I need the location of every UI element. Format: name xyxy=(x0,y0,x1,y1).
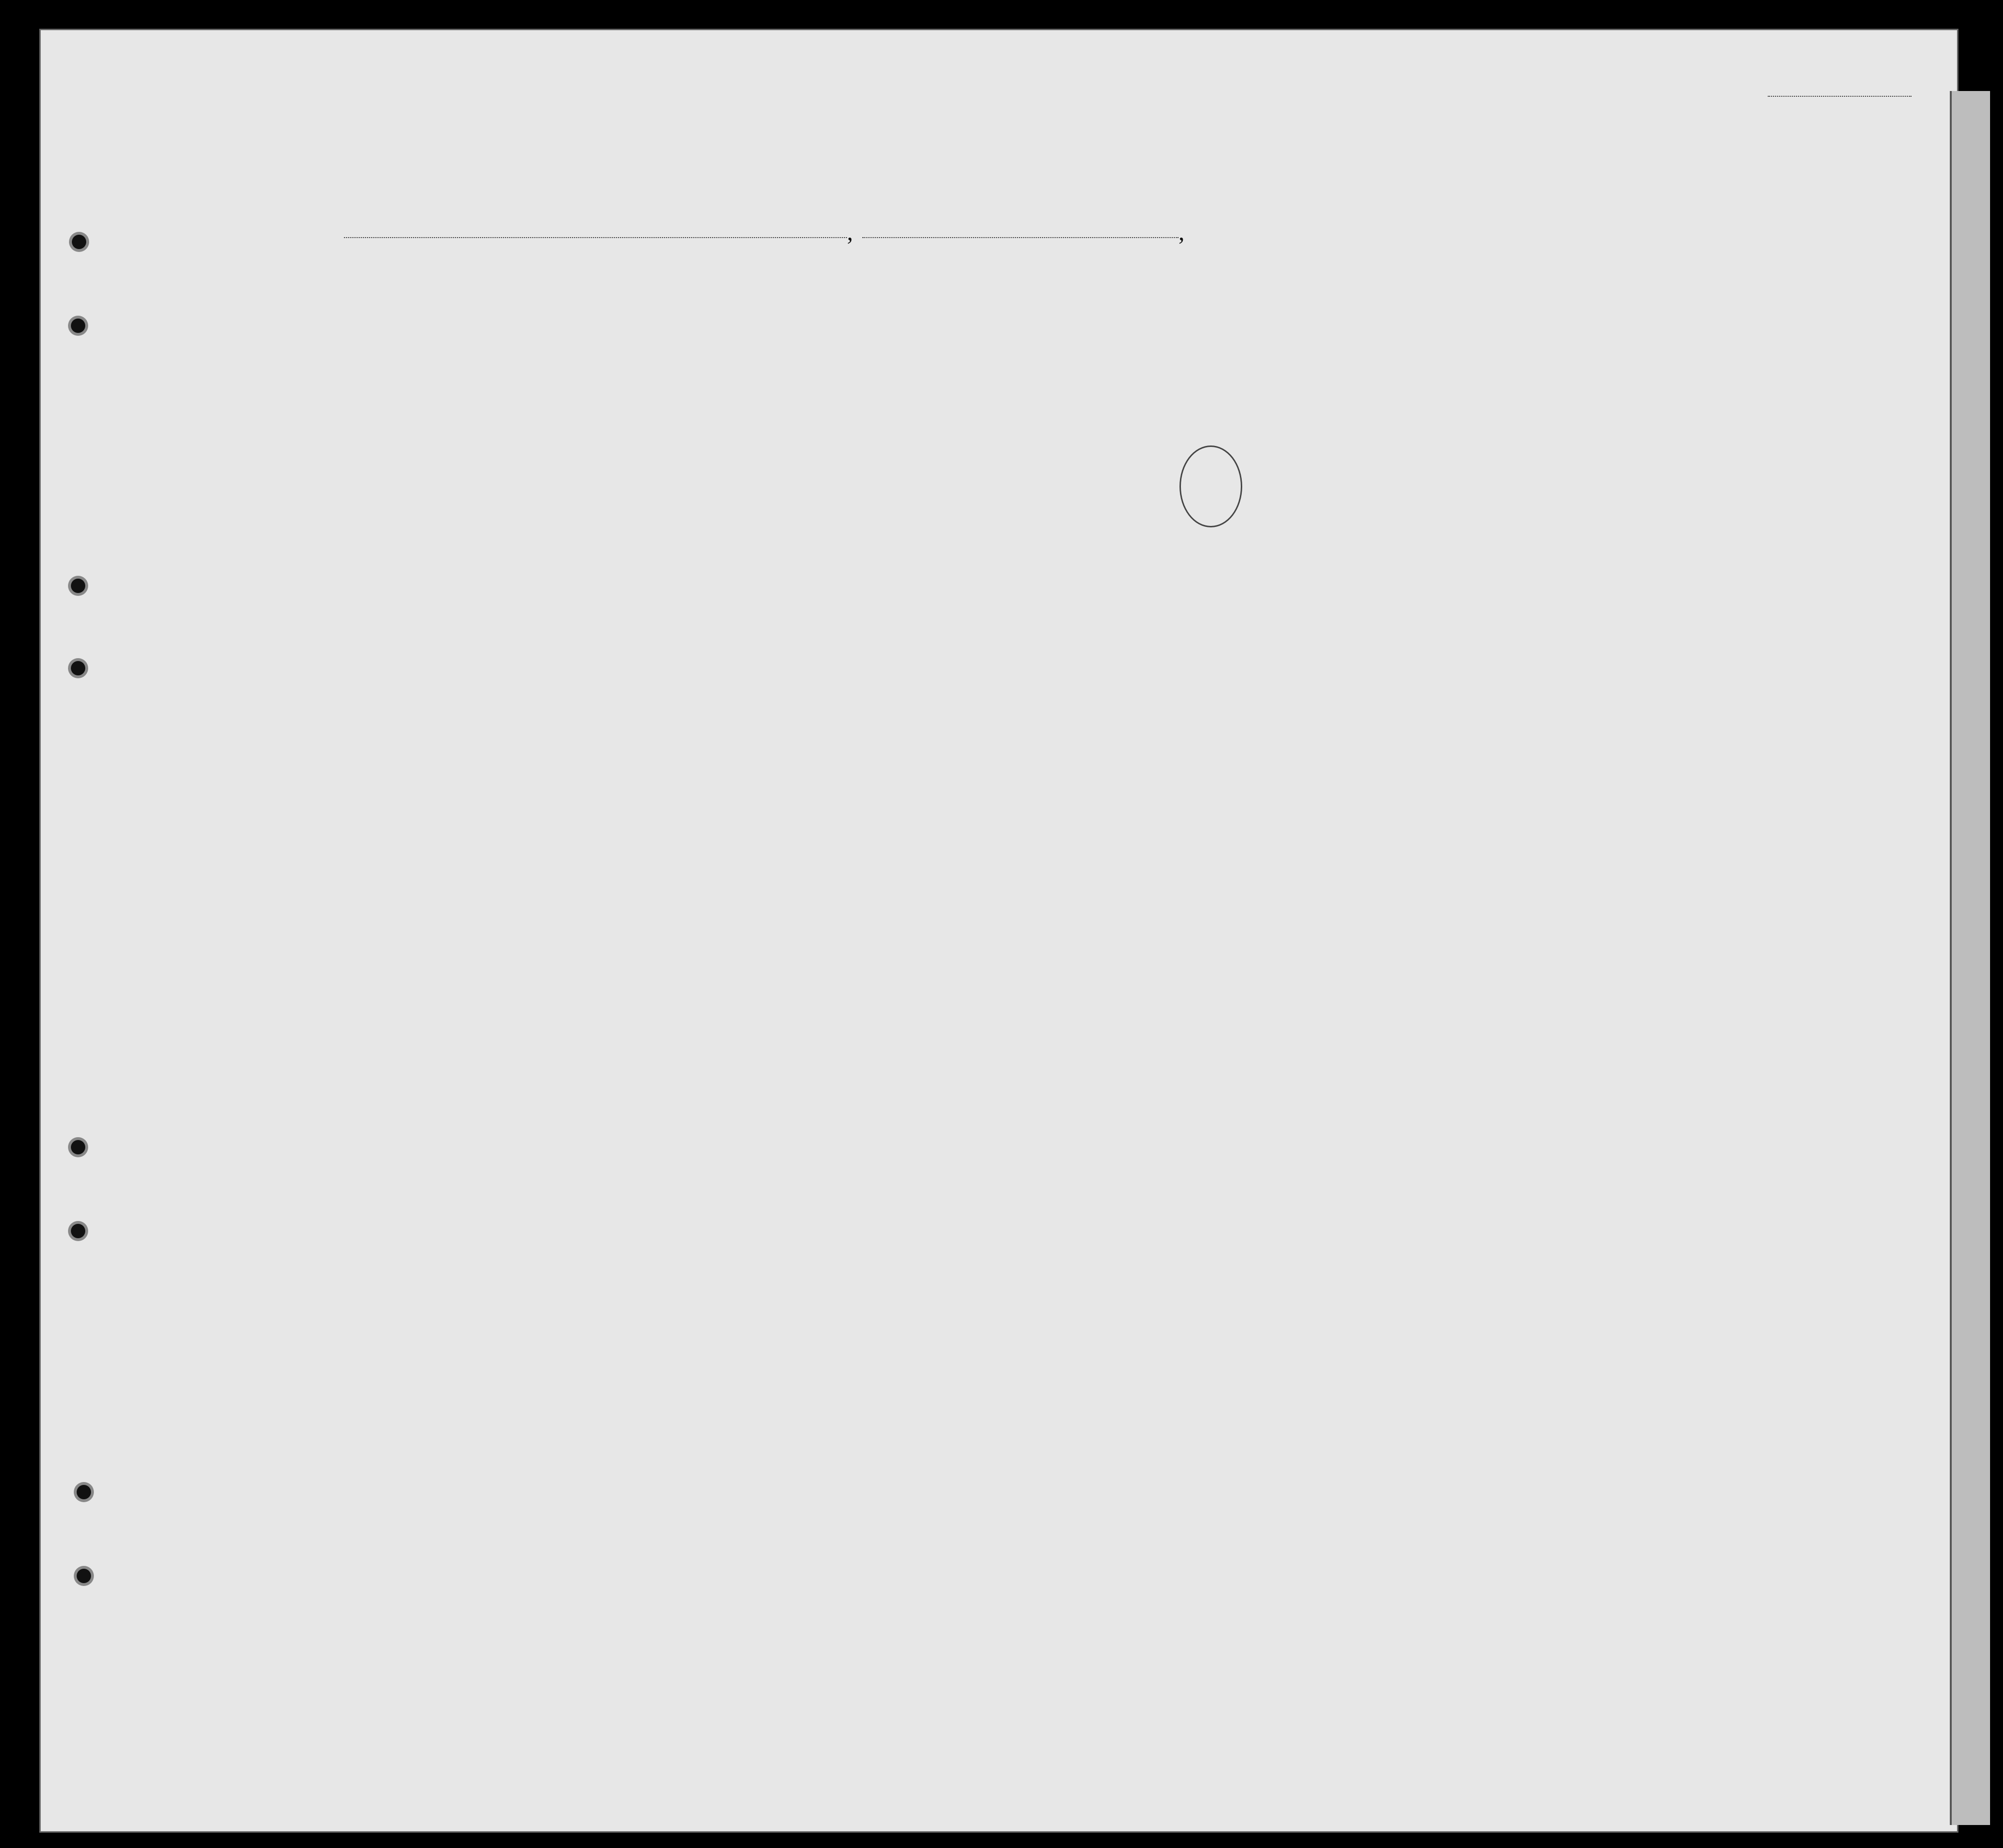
purpose-circle-mark xyxy=(1179,445,1242,527)
header-anarchist xyxy=(1317,307,1332,422)
header-feet xyxy=(1617,393,1636,426)
header-inches xyxy=(1639,388,1659,426)
date-underline xyxy=(862,237,1179,238)
header-ticket xyxy=(572,297,596,422)
punch-hole xyxy=(71,1140,85,1154)
comma-1: , xyxy=(847,218,853,245)
punch-hole xyxy=(77,1485,91,1499)
punch-hole xyxy=(77,1569,91,1583)
punch-hole xyxy=(72,235,86,249)
punch-hole xyxy=(71,661,85,675)
punch-hole xyxy=(71,1224,85,1238)
header-polygamist xyxy=(1341,307,1356,422)
punch-hole xyxy=(71,319,85,333)
list-underline xyxy=(1768,96,1911,97)
port-underline xyxy=(344,237,847,238)
punch-hole xyxy=(71,579,85,593)
header-money xyxy=(700,297,724,422)
comma-2: , xyxy=(1179,218,1185,245)
